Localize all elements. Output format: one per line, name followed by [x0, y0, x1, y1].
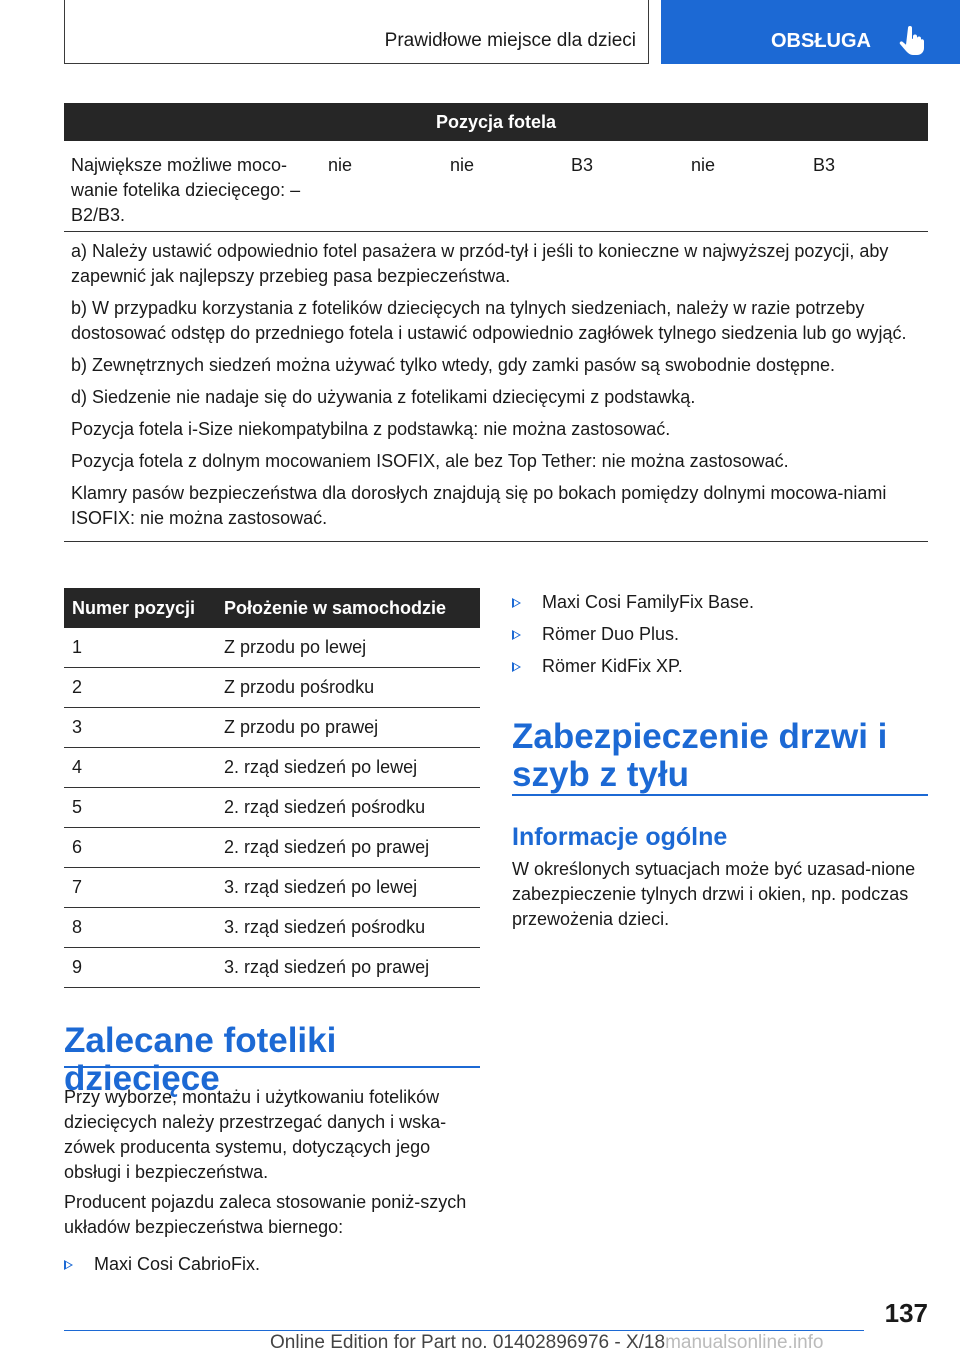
footer-rule — [64, 1330, 864, 1331]
position-number: 3 — [72, 717, 83, 737]
position-location: 3. rząd siedzeń pośrodku — [224, 917, 426, 937]
position-location: Z przodu pośrodku — [224, 677, 375, 697]
seat-value: nie — [328, 155, 353, 175]
position-number: 4 — [72, 757, 83, 777]
column-header: Numer pozycji — [72, 598, 196, 618]
position-number: 6 — [72, 837, 83, 857]
note: b) Zewnętrznych siedzeń można używać tylko wtedy, gdy zamki pasów są swobodnie dostępne. — [71, 355, 836, 375]
note: a) Należy ustawić odpowiednio fotel pasażera w przód-tył i jeśli to konieczne w najwyższej pozycji, aby zapewnić jak najlepszy przebieg pasa bezpieczeństwa. — [71, 241, 889, 286]
title-rule — [64, 1066, 480, 1068]
seat-value: B3 — [571, 155, 594, 175]
table-row — [64, 868, 480, 908]
seat-value: nie — [691, 155, 716, 175]
triangle-bullet-icon — [64, 1260, 73, 1270]
table-row — [64, 908, 480, 948]
table-row — [64, 668, 480, 708]
position-number: 7 — [72, 877, 83, 897]
recommended-paragraph: Przy wyborze, montażu i użytkowaniu fotelików dziecięcych należy przestrzegać danych i wska-zówek producenta systemu, dotyczących jego obsługi i bezpieczeństwa. — [64, 1087, 447, 1182]
note: Pozycja fotela z dolnym mocowaniem ISOFIX, ale bez Top Tether: nie można zastosować. — [71, 451, 789, 471]
section-title: Prawidłowe miejsce dla dzieci — [384, 30, 636, 51]
section-header — [64, 0, 649, 64]
seat-value: B3 — [813, 155, 836, 175]
table-row — [64, 948, 480, 988]
note: Klamry pasów bezpieczeństwa dla dorosłych znajdują się po bokach pomiędzy dolnymi mocowa-niami ISOFIX: nie można zastosować. — [71, 483, 887, 528]
table-row — [64, 628, 480, 668]
seat-row-label: Największe możliwe moco-wanie fotelika dziecięcego: – B2/B3. — [71, 155, 301, 225]
hand-pointer-icon — [899, 26, 925, 56]
seat-position-table — [64, 103, 928, 232]
seat-table-heading: Pozycja fotela — [64, 103, 928, 141]
position-table — [64, 588, 480, 988]
triangle-bullet-icon — [512, 630, 521, 640]
column-header: Położenie w samochodzie — [224, 598, 447, 618]
triangle-bullet-icon — [512, 598, 521, 608]
recommended-paragraph: Producent pojazdu zaleca stosowanie poniż-szych układów bezpieczeństwa biernego: — [64, 1192, 467, 1237]
lock-subtitle: Informacje ogólne — [512, 823, 728, 851]
seat-table-row — [64, 141, 928, 232]
position-location: 2. rząd siedzeń pośrodku — [224, 797, 426, 817]
position-location: 3. rząd siedzeń po prawej — [224, 957, 430, 977]
table-row — [64, 748, 480, 788]
note: d) Siedzenie nie nadaje się do używania z fotelikami dziecięcymi z podstawką. — [71, 387, 696, 407]
lock-paragraph: W określonych sytuacjach może być uzasad-nione zabezpieczenie tylnych drzwi i okien, np. podczas przewożenia dzieci. — [512, 859, 916, 929]
position-location: 2. rząd siedzeń po prawej — [224, 837, 430, 857]
lock-section-title: Zabezpieczenie drzwi i szyb z tyłu — [512, 717, 888, 794]
recommended-title: Zalecane foteliki dziecięce — [64, 1021, 337, 1098]
seat-value: nie — [450, 155, 475, 175]
page-number: 137 — [884, 1298, 928, 1328]
table-row — [64, 828, 480, 868]
position-table-header — [64, 588, 480, 628]
position-number: 5 — [72, 797, 83, 817]
note: b) W przypadku korzystania z fotelików dziecięcych na tylnych siedzeniach, należy w razie potrzeby dostosować odstęp do przedniego fotela i ustawić odpowiednio zagłówek tylnego siedzenia lub go wyjąć. — [71, 298, 907, 343]
chapter-title: OBSŁUGA — [771, 30, 871, 52]
position-number: 2 — [72, 677, 83, 697]
chapter-tab — [661, 0, 960, 64]
position-number: 9 — [72, 957, 83, 977]
footer-watermark: manualsonline.info — [665, 1332, 824, 1353]
position-location: Z przodu po prawej — [224, 717, 379, 737]
note: Pozycja fotela i-Size niekompatybilna z podstawką: nie można zastosować. — [71, 419, 671, 439]
title-rule — [512, 794, 928, 796]
table-notes — [64, 232, 928, 542]
footer-text — [270, 1332, 824, 1354]
position-location: 3. rząd siedzeń po lewej — [224, 877, 418, 897]
triangle-bullet-icon — [512, 662, 521, 672]
position-number: 1 — [72, 637, 83, 657]
position-location: Z przodu po lewej — [224, 637, 367, 657]
footer-edition: Online Edition for Part no. 01402896976 - X/18 — [270, 1332, 666, 1353]
position-number: 8 — [72, 917, 83, 937]
table-row — [64, 788, 480, 828]
position-location: 2. rząd siedzeń po lewej — [224, 757, 418, 777]
table-row — [64, 708, 480, 748]
